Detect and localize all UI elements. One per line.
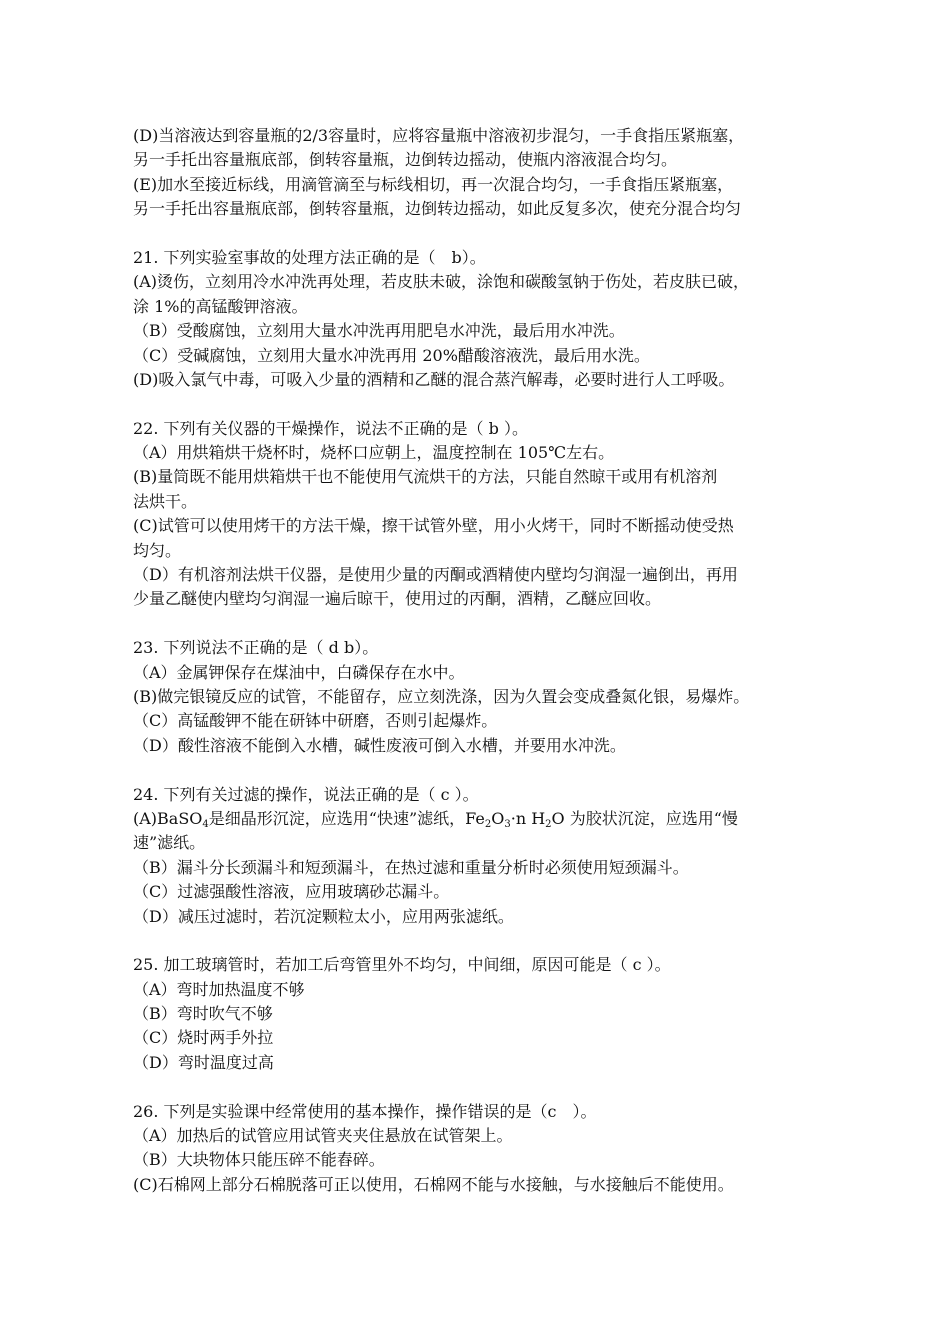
subscript: 3 <box>504 818 511 830</box>
option-a: （A）金属钾保存在煤油中，白磷保存在水中。 <box>133 662 465 682</box>
formula-text: 是细晶形沉淀，应选用“快速”滤纸，Fe <box>208 808 485 828</box>
question-stem: 26. 下列是实验课中经常使用的基本操作，操作错误的是（c ）。 <box>133 1101 597 1121</box>
question-23 <box>133 636 845 758</box>
section-top <box>133 124 845 222</box>
question-stem: 22. 下列有关仪器的干燥操作，说法不正确的是（ b ）。 <box>133 418 528 438</box>
subscript: 4 <box>202 818 209 830</box>
option-a-cont: 速”滤纸。 <box>133 833 206 853</box>
option-d: （D）弯时温度过高 <box>133 1052 274 1072</box>
option-d: （D）有机溶剂法烘干仪器，是使用少量的丙酮或酒精使内壁均匀润湿一遍倒出，再用 <box>133 565 738 585</box>
question-stem: 23. 下列说法不正确的是（ d b）。 <box>133 638 379 658</box>
option-a <box>133 807 845 831</box>
option-c-cont: 均匀。 <box>133 540 182 560</box>
option-c: （C）烧时两手外拉 <box>133 1028 274 1048</box>
option-a: （A）弯时加热温度不够 <box>133 979 305 999</box>
option-b: （B）受酸腐蚀，立刻用大量水冲洗再用肥皂水冲洗，最后用水冲洗。 <box>133 321 625 341</box>
formula-text: (A)BaSO <box>133 808 203 828</box>
question-21 <box>133 246 845 392</box>
option-a: （A）加热后的试管应用试管夹夹住悬放在试管架上。 <box>133 1126 513 1146</box>
option-b: (B)量筒既不能用烘箱烘干也不能使用气流烘干的方法，只能自然晾干或用有机溶剂 <box>133 467 718 487</box>
option-c: （C）过滤强酸性溶液，应用玻璃砂芯漏斗。 <box>133 882 450 902</box>
text-line: 另一手托出容量瓶底部，倒转容量瓶，边倒转边摇动，使瓶内溶液混合均匀。 <box>133 150 678 170</box>
option-b: （B）弯时吹气不够 <box>133 1004 273 1024</box>
question-26 <box>133 1100 845 1198</box>
text-line: 另一手托出容量瓶底部，倒转容量瓶，边倒转边摇动，如此反复多次，使充分混合均匀 <box>133 199 742 219</box>
option-d-cont: 少量乙醚使内壁均匀润湿一遍后晾干，使用过的丙酮，酒精，乙醚应回收。 <box>133 589 662 609</box>
option-b: （B）漏斗分长颈漏斗和短颈漏斗，在热过滤和重量分析时必须使用短颈漏斗。 <box>133 857 689 877</box>
question-24 <box>133 783 845 929</box>
option-c: (C)石棉网上部分石棉脱落可正以使用，石棉网不能与水接触，与水接触后不能使用。 <box>133 1174 734 1194</box>
option-d: (D)吸入氯气中毒，可吸入少量的酒精和乙醚的混合蒸汽解毒，必要时进行人工呼吸。 <box>133 369 735 389</box>
question-stem: 24. 下列有关过滤的操作，说法正确的是（ c ）。 <box>133 784 479 804</box>
option-c: (C)试管可以使用烤干的方法干燥，擦干试管外壁，用小火烤干，同时不断摇动使受热 <box>133 516 734 536</box>
option-b: (B)做完银镜反应的试管，不能留存，应立刻洗涤，因为久置会变成叠氮化银，易爆炸。 <box>133 686 750 706</box>
option-d: （D）减压过滤时，若沉淀颗粒太小，应用两张滤纸。 <box>133 906 514 926</box>
question-stem: 25. 加工玻璃管时，若加工后弯管里外不均匀，中间细，原因可能是（ c ）。 <box>133 955 671 975</box>
option-c: （C）高锰酸钾不能在研钵中研磨，否则引起爆炸。 <box>133 711 498 731</box>
subscript: 2 <box>545 818 552 830</box>
option-b: （B）大块物体只能压碎不能舂碎。 <box>133 1150 385 1170</box>
question-25 <box>133 953 845 1075</box>
document-page <box>133 124 845 1197</box>
option-a: (A)烫伤，立刻用冷水冲洗再处理，若皮肤未破，涂饱和碳酸氢钠于伤处，若皮肤已破， <box>133 272 750 292</box>
text-line: (E)加水至接近标线，用滴管滴至与标线相切，再一次混合均匀，一手食指压紧瓶塞， <box>133 174 734 194</box>
formula-text: O 为胶状沉淀，应选用“慢 <box>551 808 738 828</box>
question-22 <box>133 417 845 612</box>
formula-text: O <box>491 808 505 828</box>
option-c: （C）受碱腐蚀，立刻用大量水冲洗再用 20%醋酸溶液洗，最后用水洗。 <box>133 345 650 365</box>
subscript: 2 <box>484 818 492 830</box>
option-a-cont: 涂 1%的高锰酸钾溶液。 <box>133 296 308 316</box>
option-d: （D）酸性溶液不能倒入水槽，碱性废液可倒入水槽，并要用水冲洗。 <box>133 735 626 755</box>
option-b-cont: 法烘干。 <box>133 491 198 511</box>
text-line: (D)当溶液达到容量瓶的2/3容量时，应将容量瓶中溶液初步混匀，一手食指压紧瓶塞， <box>133 126 745 145</box>
formula-text: ·n H <box>510 808 546 828</box>
option-a: （A）用烘箱烘干烧杯时，烧杯口应朝上，温度控制在 105℃左右。 <box>133 443 615 463</box>
question-stem: 21. 下列实验室事故的处理方法正确的是（ b）。 <box>133 247 486 267</box>
